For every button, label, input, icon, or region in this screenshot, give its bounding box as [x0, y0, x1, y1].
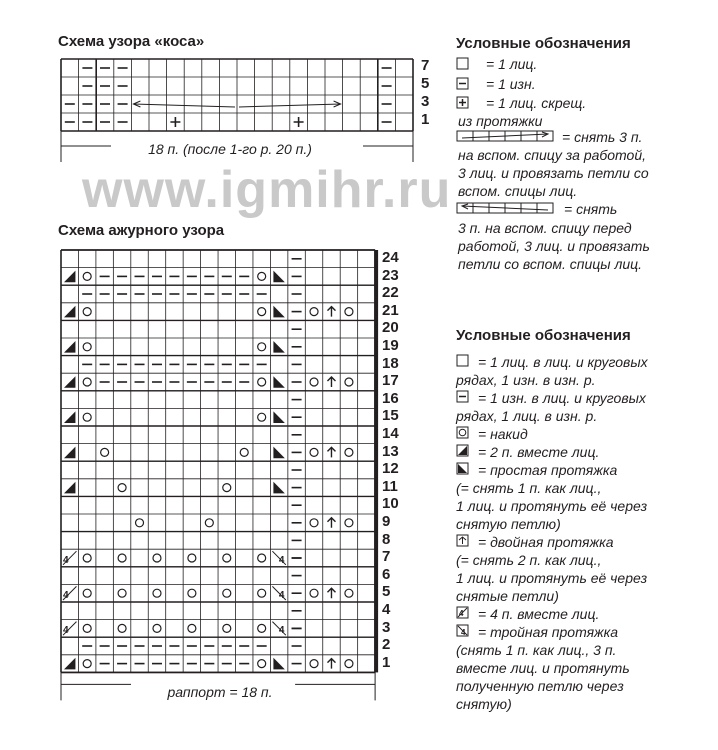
k2tog-mark — [64, 376, 75, 388]
skpo-mark — [273, 376, 284, 388]
legend1-right-cable-desc-3: вспом. спицы лиц. — [458, 183, 578, 199]
yarn-over-mark — [223, 624, 231, 632]
legend2-line: = 2 п. вместе лиц. — [478, 444, 600, 460]
legend1-from-strand: из протяжки — [458, 113, 543, 129]
svg-text:4: 4 — [278, 590, 285, 601]
yarn-over-mark — [258, 413, 266, 421]
k2tog-mark — [64, 271, 75, 283]
yarn-over-mark — [188, 554, 196, 562]
legend1-purl: = 1 изн. — [486, 76, 536, 92]
double-decrease-mark — [327, 447, 335, 457]
legend2-line: = 1 изн. в лиц. и круговых — [478, 390, 646, 406]
yarn-over-mark — [118, 554, 126, 562]
yarn-over-mark — [258, 343, 266, 351]
knit-symbol — [457, 58, 468, 69]
yarn-over-mark — [83, 272, 91, 280]
triple-decrease-mark — [272, 586, 285, 601]
legend2-line: = накид — [478, 426, 528, 442]
yarn-over-mark — [83, 589, 91, 597]
lace-caption: раппорт = 18 п. — [167, 684, 273, 700]
watermark: www.igmihr.ru — [82, 161, 452, 219]
legend1-left-cable-desc-2: работой, 3 лиц. и провязать — [458, 238, 650, 254]
right-cable-symbol — [457, 131, 553, 141]
yarn-over-mark — [223, 589, 231, 597]
yarn-over-mark — [258, 272, 266, 280]
legend2-line: рядах, 1 лиц. в изн. р. — [456, 408, 598, 424]
legend1-left-cable-desc-1: 3 п. на вспом. спицу перед — [458, 220, 632, 236]
k2tog-mark — [64, 341, 75, 353]
yarn-over-mark — [83, 660, 91, 668]
lace-row-number: 14 — [382, 425, 399, 442]
cable-row-7: 7 — [421, 57, 430, 74]
legend1-right-cable-label: = снять 3 п. — [562, 129, 643, 145]
skpo-mark — [273, 447, 284, 459]
cable-row-5: 5 — [421, 75, 430, 92]
triple-decrease-mark — [272, 622, 285, 637]
lace-row-number: 5 — [382, 583, 391, 601]
double-decrease-mark — [327, 307, 335, 317]
legend2-line: вместе лиц. и протянуть — [456, 660, 630, 676]
legend2-line: 1 лиц. и протянуть её через — [456, 498, 648, 514]
legend2-line: (снять 1 п. как лиц., 3 п. — [456, 642, 617, 658]
yarn-over-mark — [258, 308, 266, 316]
k2tog-mark — [64, 411, 75, 423]
yarn-over-mark — [240, 448, 248, 456]
skpo-mark — [273, 341, 284, 353]
yarn-over-mark — [101, 448, 109, 456]
skpo-mark — [273, 306, 284, 318]
svg-text:4: 4 — [63, 625, 69, 637]
lace-row-number: 23 — [382, 266, 399, 284]
left-cable-symbol — [457, 203, 553, 213]
yarn-over-mark — [310, 378, 318, 386]
yarn-over-mark — [118, 589, 126, 597]
yarn-over-mark — [205, 519, 213, 527]
legend2-line: полученную петлю через — [456, 678, 624, 694]
lace-row-number: 4 — [382, 601, 391, 618]
legend2-line: 1 лиц. и протянуть её через — [456, 570, 648, 586]
yarn-over-mark — [310, 589, 318, 597]
cable-row-1: 1 — [421, 111, 430, 128]
skpo-mark — [273, 411, 284, 423]
yarn-over-mark — [345, 660, 353, 668]
k2tog-mark — [64, 447, 75, 459]
lace-row-number: 7 — [382, 548, 391, 566]
triple-decrease-mark — [272, 551, 285, 566]
svg-text:4: 4 — [278, 554, 285, 566]
lace-row-number: 6 — [382, 565, 391, 583]
lace-row-number: 3 — [382, 618, 391, 636]
legend1-left-cable-label: = снять — [564, 201, 618, 217]
legend2-line: = двойная протяжка — [478, 534, 614, 550]
lace-row-number: 22 — [382, 284, 399, 302]
legend1-right-cable-desc-1: на вспом. спицу за работой, — [458, 147, 647, 163]
lace-row-number: 8 — [382, 530, 391, 548]
yarn-over-mark — [118, 624, 126, 632]
legend2-line: (= снять 2 п. как лиц., — [456, 552, 602, 568]
yarn-over-mark — [223, 554, 231, 562]
double-decrease-mark — [327, 588, 335, 598]
yarn-over-mark — [83, 343, 91, 351]
yarn-over-mark — [223, 484, 231, 492]
yarn-over-mark — [188, 589, 196, 597]
k2tog-mark — [64, 482, 75, 494]
legend2-line: = 4 п. вместе лиц. — [478, 606, 600, 622]
lace-row-number: 16 — [382, 389, 399, 407]
lace-row-number: 15 — [382, 407, 399, 425]
yarn-over-symbol — [457, 427, 468, 438]
k4tog-mark — [63, 622, 76, 637]
cable-chart-title: Схема узора «коса» — [58, 33, 205, 50]
legend2-line: снятую) — [456, 696, 512, 712]
lace-row-number: 11 — [382, 477, 398, 495]
lace-row-number: 17 — [382, 372, 399, 390]
lace-row-number: 1 — [382, 653, 391, 671]
lace-row-number: 24 — [382, 249, 399, 266]
legend2-line: рядах, 1 изн. в изн. р. — [456, 372, 596, 388]
legend2-line: = тройная протяжка — [478, 624, 619, 640]
yarn-over-mark — [258, 589, 266, 597]
legend2-title: Условные обозначения — [456, 327, 631, 344]
svg-text:4: 4 — [63, 554, 69, 566]
lace-row-number: 13 — [382, 442, 399, 460]
legend2-line: = 1 лиц. в лиц. и круговых — [478, 354, 648, 370]
lace-row-number: 2 — [382, 636, 391, 654]
legend2-line: снятые петли) — [456, 588, 559, 604]
yarn-over-mark — [258, 378, 266, 386]
yarn-over-mark — [310, 448, 318, 456]
legend1-title: Условные обозначения — [456, 35, 631, 52]
yarn-over-mark — [345, 519, 353, 527]
yarn-over-mark — [118, 484, 126, 492]
lace-row-number: 10 — [382, 495, 399, 513]
cable-caption: 18 п. (после 1-го р. 20 п.) — [148, 141, 312, 157]
yarn-over-mark — [188, 624, 196, 632]
double-decrease-mark — [327, 377, 335, 387]
lace-row-number: 12 — [382, 460, 399, 478]
k2tog-mark — [64, 658, 75, 670]
skpo-mark — [273, 482, 284, 494]
yarn-over-mark — [345, 448, 353, 456]
k4tog-mark — [63, 586, 76, 601]
lace-row-number: 19 — [382, 337, 399, 354]
legend2-line: = простая протяжка — [478, 462, 618, 478]
legend1-knit: = 1 лиц. — [486, 56, 538, 72]
yarn-over-mark — [83, 554, 91, 562]
yarn-over-mark — [345, 308, 353, 316]
yarn-over-mark — [310, 308, 318, 316]
knit-symbol — [457, 355, 468, 366]
yarn-over-mark — [136, 519, 144, 527]
lace-row-number: 18 — [382, 354, 399, 372]
double-decrease-mark — [327, 518, 335, 528]
yarn-over-mark — [83, 308, 91, 316]
legend2-line: (= снять 1 п. как лиц., — [456, 480, 602, 496]
svg-text:4: 4 — [459, 609, 464, 618]
double-decrease-mark — [327, 659, 335, 669]
yarn-over-mark — [258, 624, 266, 632]
k4tog-mark — [63, 551, 76, 566]
lace-row-number: 9 — [382, 513, 391, 530]
yarn-over-mark — [345, 589, 353, 597]
svg-text:4: 4 — [63, 590, 69, 601]
k2tog-mark — [64, 306, 75, 318]
yarn-over-mark — [345, 378, 353, 386]
yarn-over-mark — [83, 413, 91, 421]
legend2-line: снятую петлю) — [456, 516, 561, 532]
lace-chart-title: Схема ажурного узора — [58, 222, 225, 239]
skpo-mark — [273, 658, 284, 670]
legend1-left-cable-desc-3: петли со вспом. спицы лиц. — [458, 256, 643, 272]
cable-row-3: 3 — [421, 93, 430, 110]
yarn-over-mark — [83, 624, 91, 632]
yarn-over-mark — [83, 378, 91, 386]
yarn-over-mark — [153, 624, 161, 632]
lace-row-number: 21 — [382, 301, 399, 319]
legend1-twisted: = 1 лиц. скрещ. — [486, 95, 587, 111]
yarn-over-mark — [258, 554, 266, 562]
yarn-over-mark — [310, 660, 318, 668]
svg-text:4: 4 — [461, 628, 466, 637]
yarn-over-mark — [258, 660, 266, 668]
yarn-over-mark — [310, 519, 318, 527]
yarn-over-mark — [153, 554, 161, 562]
skpo-mark — [273, 271, 284, 283]
lace-row-number: 20 — [382, 319, 399, 337]
svg-text:4: 4 — [278, 625, 285, 637]
lace-grid — [61, 250, 378, 700]
legend1-right-cable-desc-2: 3 лиц. и провязать петли со — [458, 165, 649, 181]
yarn-over-mark — [153, 589, 161, 597]
